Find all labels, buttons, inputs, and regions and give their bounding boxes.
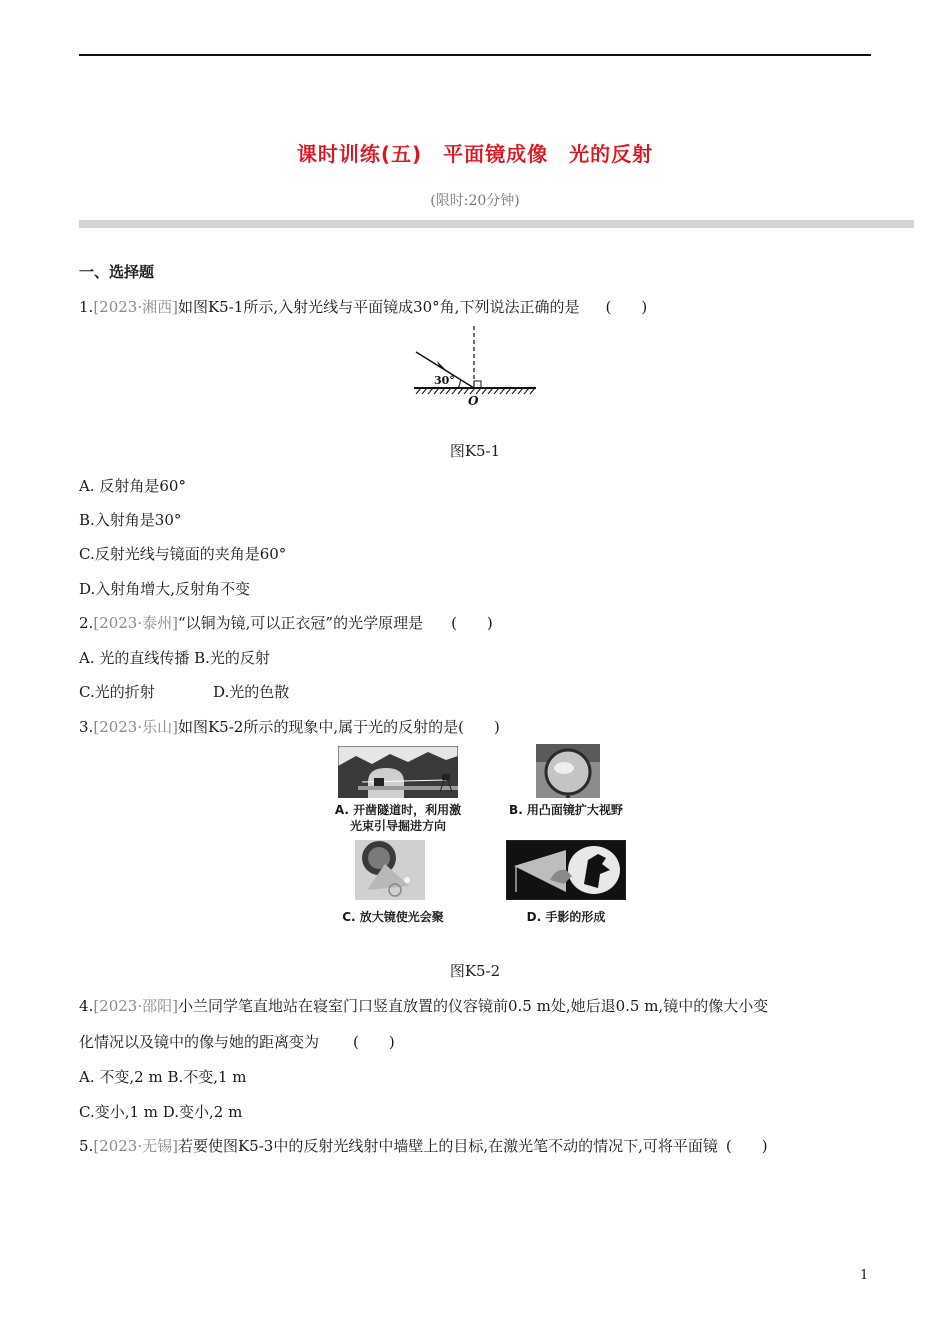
top-rule <box>79 54 871 56</box>
answer-blank: ( ) <box>458 718 500 736</box>
angle-arc <box>458 380 460 389</box>
options-row-1: A. 光的直线传播 B.光的反射 <box>79 649 270 667</box>
question-text: 如图K5-1所示,入射光线与平面镜成30°角,下列说法正确的是 <box>177 298 580 316</box>
section-heading: 一、选择题 <box>79 263 155 281</box>
option-a: A. 反射角是60° <box>79 477 186 495</box>
question-4 <box>79 995 768 1016</box>
question-text: 化情况以及镜中的像与她的距离变为 <box>79 1033 320 1051</box>
angle-label: 30° <box>434 374 455 387</box>
question-text: 如图K5-2所示的现象中,属于光的反射的是 <box>177 718 459 736</box>
option-c: C.光的折射 <box>79 683 155 701</box>
photo-hand-shadow <box>506 840 626 900</box>
option-c: C.反射光线与镜面的夹角是60° <box>79 545 287 563</box>
page-number: 1 <box>860 1268 869 1283</box>
question-number: 3. <box>79 718 94 736</box>
question-source: [2023·湘西] <box>93 298 178 316</box>
time-limit: (限时:20分钟) <box>430 193 520 209</box>
question-number: 4. <box>79 997 94 1015</box>
option-d: D.入射角增大,反射角不变 <box>79 580 251 598</box>
question-3 <box>79 716 500 737</box>
question-source: [2023·邵阳] <box>93 997 178 1015</box>
question-source: [2023·乐山] <box>93 718 178 736</box>
question-1 <box>79 296 647 317</box>
question-source: [2023·无锡] <box>93 1137 178 1155</box>
question-number: 1. <box>79 298 94 316</box>
question-source: [2023·泰州] <box>93 614 178 632</box>
options-row-2: C.变小,1 m D.变小,2 m <box>79 1103 243 1121</box>
question-text: 若要使图K5-3中的反射光线射中墙壁上的目标,在激光笔不动的情况下,可将平面镜 <box>177 1137 718 1155</box>
question-number: 5. <box>79 1137 94 1155</box>
point-label: O <box>468 394 479 408</box>
question-4-continued <box>79 1031 395 1052</box>
answer-blank: ( ) <box>353 1033 395 1051</box>
right-angle-mark <box>474 381 481 388</box>
photo-caption-c: C. 放大镜使光会聚 <box>342 910 444 924</box>
photo-magnifier <box>355 840 425 900</box>
question-number: 2. <box>79 614 94 632</box>
answer-blank: ( ) <box>451 614 493 632</box>
page-title: 课时训练(五) 平面镜成像 光的反射 <box>296 142 654 166</box>
question-text: 小兰同学笔直地站在寝室门口竖直放置的仪容镜前0.5 m处,她后退0.5 m,镜中的像大小变 <box>177 997 769 1015</box>
answer-blank: ( ) <box>605 298 648 316</box>
option-b: B.入射角是30° <box>79 511 182 529</box>
question-text: “以铜为镜,可以正衣冠”的光学原理是 <box>177 614 424 632</box>
photo-caption-a: A. 开凿隧道时，利用激 光束引导掘进方向 <box>334 803 462 833</box>
answer-blank: ( ) <box>725 1137 768 1155</box>
figure-caption: 图K5-2 <box>449 962 501 980</box>
photo-tunnel-laser <box>338 746 458 798</box>
question-2 <box>79 612 493 633</box>
figure-caption: 图K5-1 <box>449 442 501 460</box>
photo-caption-b: B. 用凸面镜扩大视野 <box>509 803 623 817</box>
question-5 <box>79 1135 768 1156</box>
option-d: D.光的色散 <box>213 683 290 701</box>
photo-convex-mirror <box>536 744 600 798</box>
photo-caption-d: D. 手影的形成 <box>526 910 606 924</box>
options-row-1: A. 不变,2 m B.不变,1 m <box>79 1068 247 1086</box>
header-band <box>79 220 914 228</box>
figure-k5-1 <box>408 322 542 408</box>
